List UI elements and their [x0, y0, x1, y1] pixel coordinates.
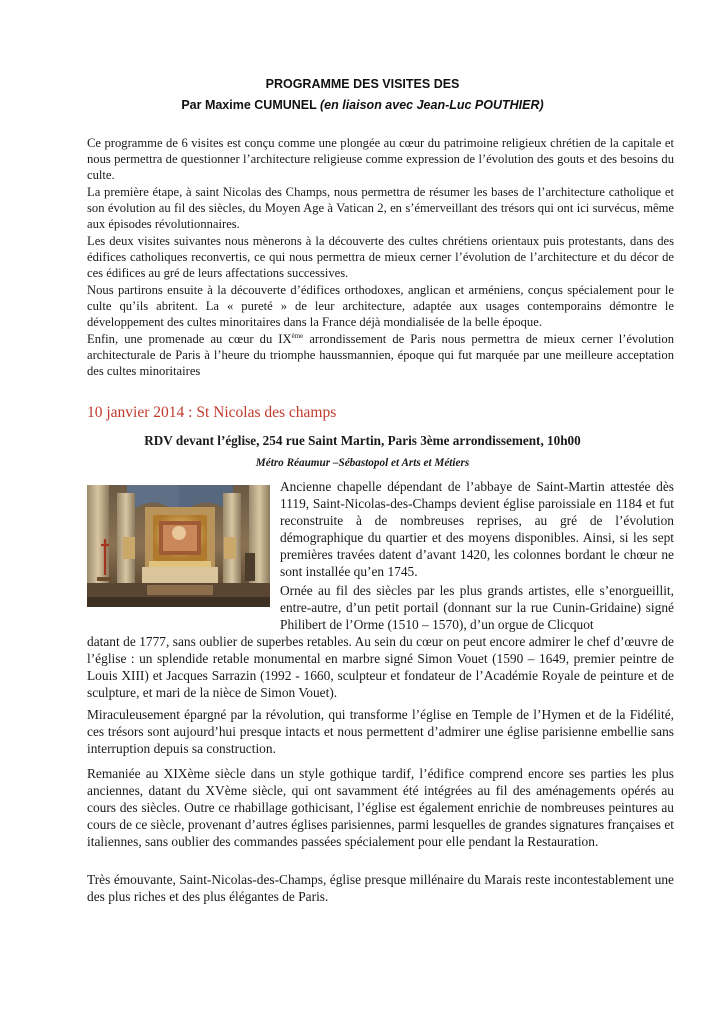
title-collaboration: (en liaison avec Jean-Luc POUTHIER): [320, 98, 544, 112]
visit-p2-first: Ornée au fil des siècles par les plus grands artistes, elle s’enorgueillit, entre-autre, d’un petit portail (donnant sur la rue Cunin-Gridaine) signé Philibert de l’Orme (1510 – 1570), d’un orgue de Clicquot: [280, 583, 674, 632]
visit-paragraph-4: Remaniée au XIXème siècle dans un style gothique tardif, l’édifice comprend encore ses parties les plus anciennes, datant du XVème siècle, qui ont savamment été intégrées au fil des aménagements opérés au cours des siècles. Outre ce rhabillage gothicisant, l’église est également enrichie de nombreuses peintures au cours de ce siècle, provenant d’autres églises parisiennes, parmi lesquelles de grandes signatures françaises et italiennes, sans oublier des commandes passées spécialement pour elle pendant la Restauration.: [87, 766, 674, 849]
visit-paragraph-5: Très émouvante, Saint-Nicolas-des-Champs, église presque millénaire du Marais reste incontestablement une des plus riches et des plus élégantes de Paris.: [87, 872, 674, 904]
intro-p5-start: Enfin, une promenade au cœur du IX: [87, 332, 292, 346]
intro-paragraph-3: Les deux visites suivantes nous mènerons à la découverte des cultes chrétiens orientaux puis protestants, dans des édifices catholiques reconvertis, ce qui nous permettra de mieux cerner l’évolution de l’architecture et du décor de ces édifices au gré de leurs affectations successives.: [87, 234, 674, 280]
visit-paragraph-3: Miraculeusement épargné par la révolution, qui transforme l’église en Temple de l’Hymen et de la Fidélité, ces trésors sont aujourd’hui presque intacts et nous permettent d’admirer une église parisienne embellie sans interruption depuis sa construction.: [87, 707, 674, 756]
visit-heading: 10 janvier 2014 : St Nicolas des champs: [87, 404, 337, 421]
intro-paragraph-4: Nous partirons ensuite à la découverte d’édifices orthodoxes, anglican et arméniens, conçus spécialement pour le culte qu’ils abritent. La « pureté » de leur architecture, adaptée aux usages contemporains démontre le développement des cultes minoritaires dans la France déjà mondialisée de la belle époque.: [87, 283, 674, 329]
visit-p2-rest: datant de 1777, sans oublier de superbes retables. Au sein du cœur on peut encore admirer le chef d’œuvre de l’église : un splendide retable monumental en marbre signé Simon Vouet (1590 – 1649, premier peintre de Louis XIII) et Jacques Sarrazin (1992 - 1660, sculpteur et fondateur de l’Académie Royale de peinture et de sculpture, et mari de la nièce de Simon Vouet).: [87, 634, 674, 700]
visit-paragraph-1: Ancienne chapelle dépendant de l’abbaye de Saint-Martin attestée dès 1119, Saint-Nicolas-des-Champs devient église paroissiale en 1184 et fut reconstruite à de nombreuses reprises, au gré de l’évolution démographique du quartier et des moyens disponibles. Ainsi, si les sept premières travées datent d’avant 1420, les colonnes bordant le chœur ne sont installée qu’en 1745.: [280, 479, 674, 579]
intro-paragraph-2: La première étape, à saint Nicolas des Champs, nous permettra de résumer les bases de l’architecture catholique et son évolution au fil des siècles, du Moyen Age à Vatican 2, en s’émerveillant des trésors qui ont ici survécus, même aux épisodes révolutionnaires.: [87, 185, 674, 231]
metro-info: Métro Réaumur –Sébastopol et Arts et Métiers: [255, 457, 470, 469]
title-line-2: [0, 95, 725, 116]
intro-paragraph-1: Ce programme de 6 visites est conçu comme une plongée au cœur du patrimoine religieux chrétien de la capitale et nous permettra de questionner l’architecture religieuse comme expression de l’évolution des gouts et des besoins du culte.: [87, 136, 674, 182]
title-author: Par Maxime CUMUNEL: [181, 98, 321, 112]
intro-p5-end: arrondissement de Paris nous permettra de mieux cerner l’évolution architecturale de Paris à l’heure du triomphe haussmannien, époque qui fut marquée par une meilleure acceptation des cultes minoritaires: [87, 332, 674, 378]
visit-paragraph-2: [87, 582, 674, 701]
title-line-1: PROGRAMME DES VISITES DES: [265, 77, 460, 91]
intro-p5-superscript: ème: [291, 331, 304, 340]
intro-paragraph-5: [87, 331, 674, 379]
meeting-point: RDV devant l’église, 254 rue Saint Martin, Paris 3ème arrondissement, 10h00: [144, 433, 581, 448]
document-title: [0, 74, 725, 116]
intro-section: [87, 135, 674, 380]
